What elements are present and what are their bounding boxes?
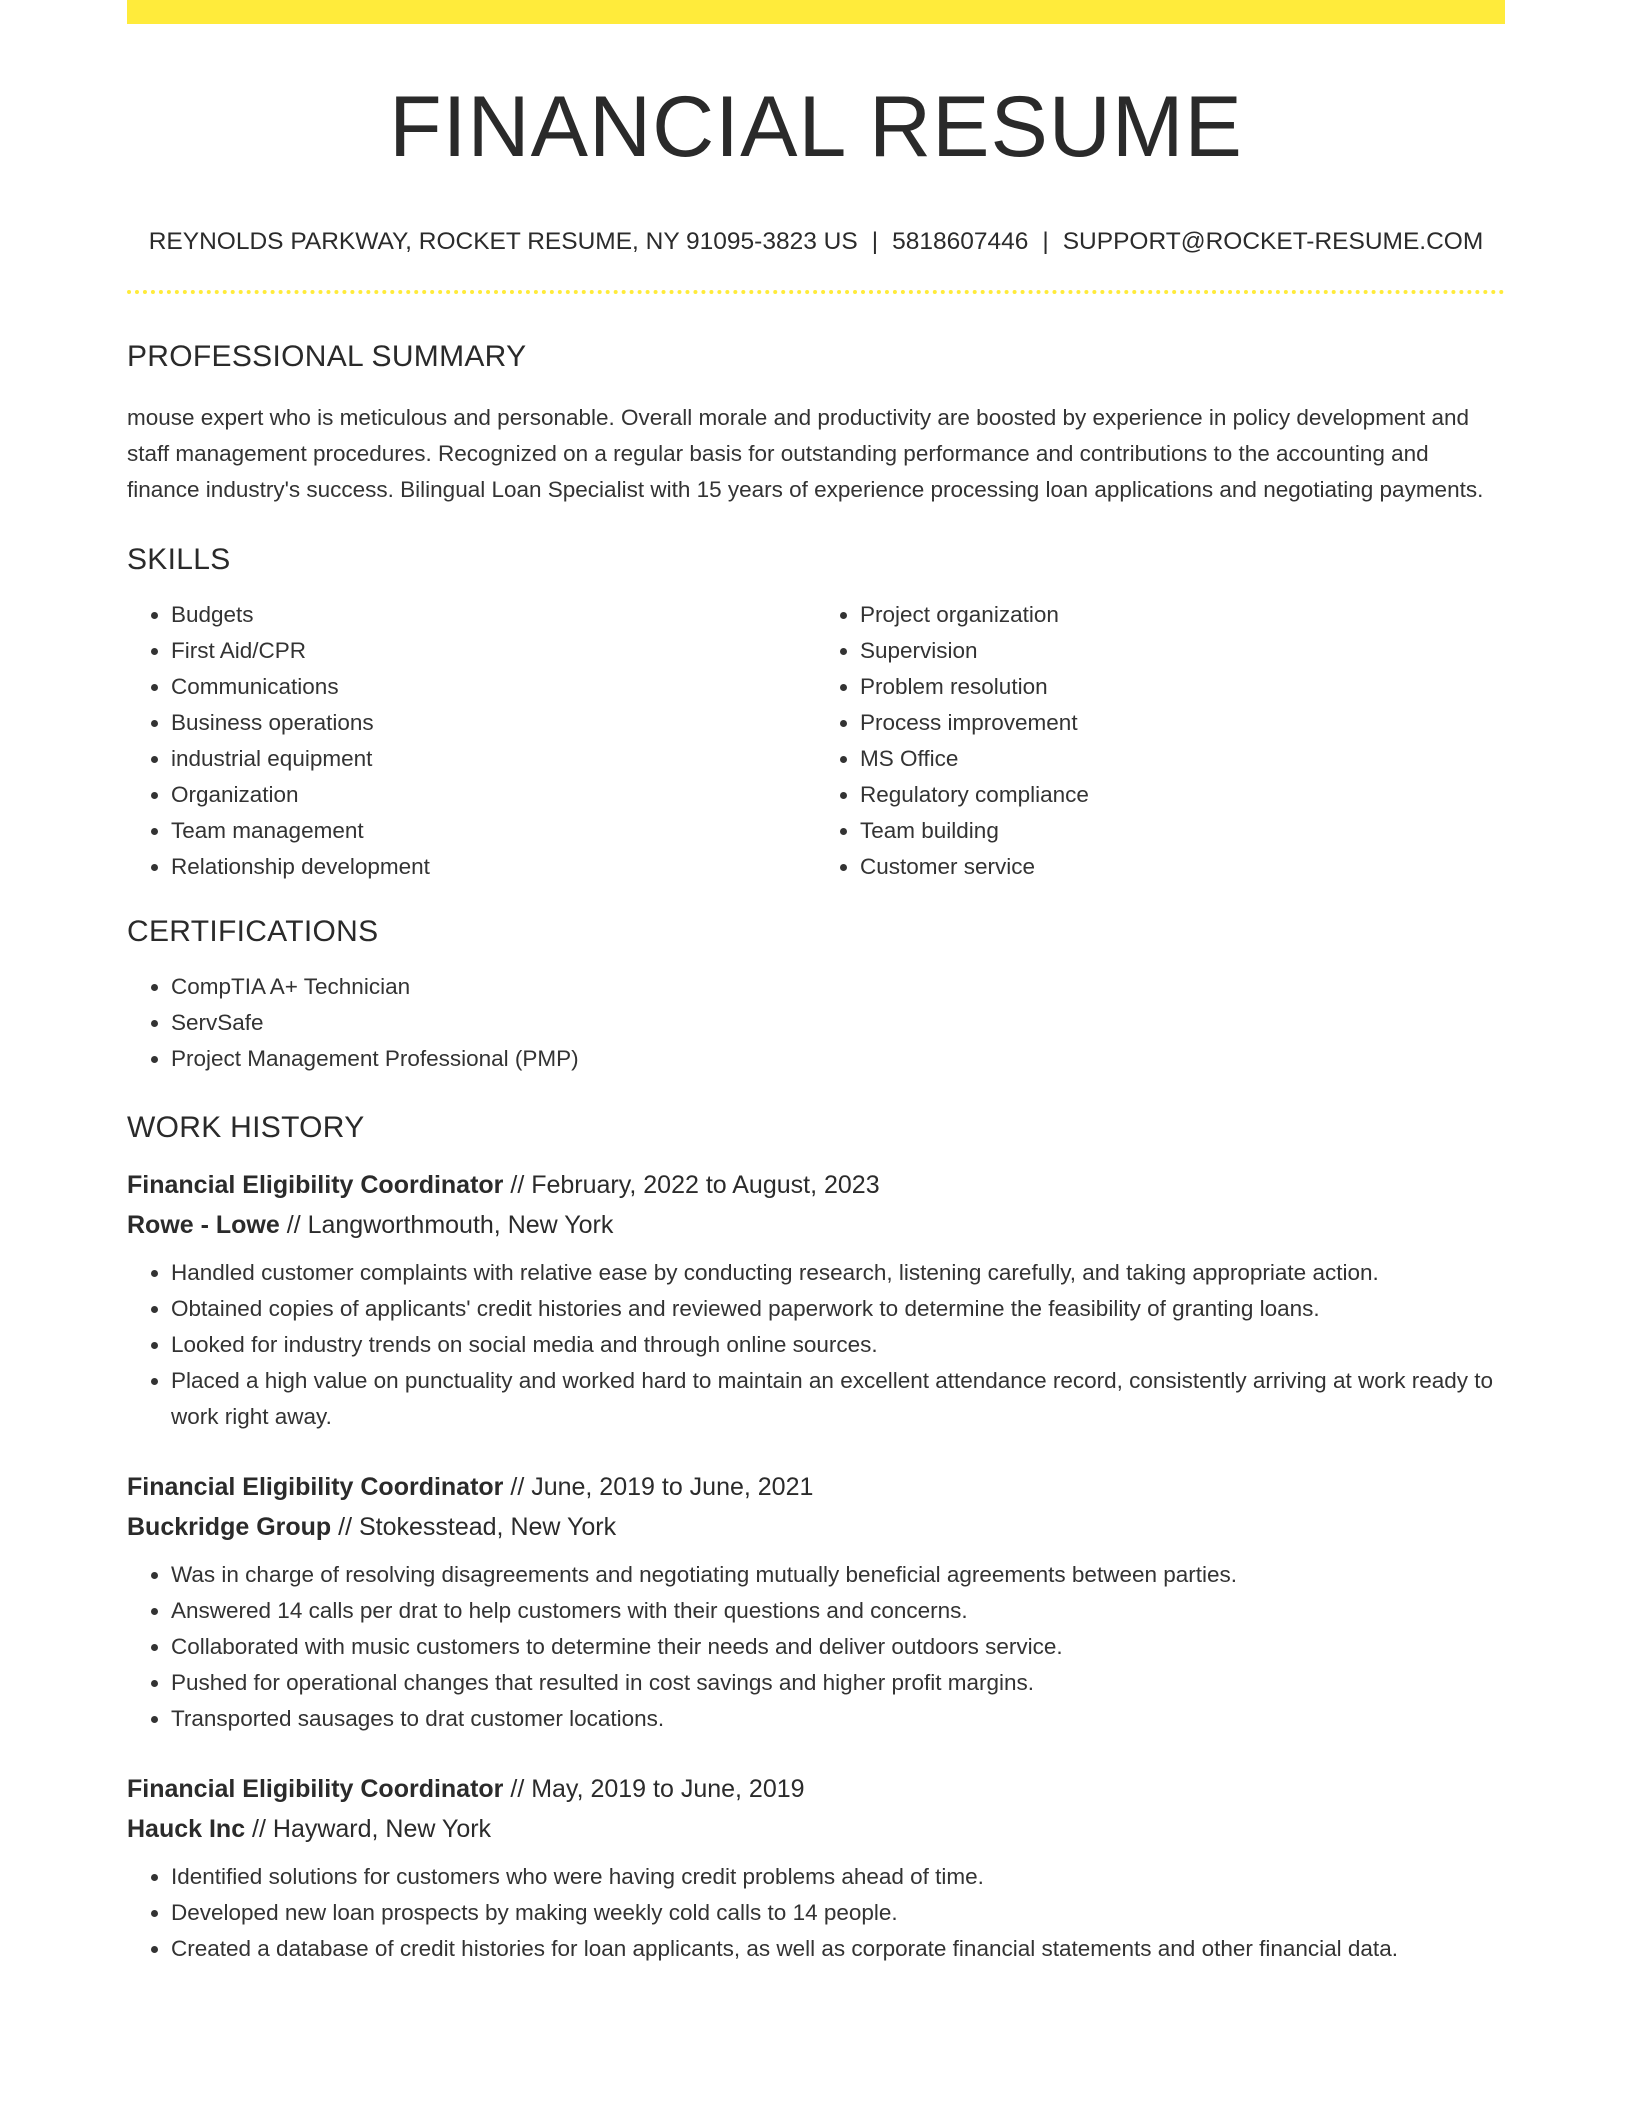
skills-list-left — [127, 597, 816, 885]
job-bullet: • Handled customer complaints with relative ease by conducting research, listening carefully, and taking appropriate action. — [171, 1255, 1505, 1291]
skill-item: • Team management — [171, 813, 816, 849]
skill-item: • Process improvement — [860, 705, 1505, 741]
certification-item: • Project Management Professional (PMP) — [171, 1041, 1505, 1077]
skill-item: • Budgets — [171, 597, 816, 633]
job-bullet: • Collaborated with music customers to determine their needs and deliver outdoors service. — [171, 1629, 1505, 1665]
job-company-line — [127, 1809, 1505, 1849]
job-bullet: • Developed new loan prospects by making weekly cold calls to 14 people. — [171, 1895, 1505, 1931]
skill-item: • Regulatory compliance — [860, 777, 1505, 813]
job-bullet: • Was in charge of resolving disagreements and negotiating mutually beneficial agreements between parties. — [171, 1557, 1505, 1593]
email: SUPPORT@ROCKET-RESUME.COM — [1062, 228, 1484, 255]
job-company-line — [127, 1507, 1505, 1547]
certification-item: • ServSafe — [171, 1005, 1505, 1041]
resume-page — [127, 0, 1505, 1967]
job-title: Financial Eligibility Coordinator — [127, 1171, 504, 1199]
job-bullet: • Created a database of credit histories for loan applicants, as well as corporate financial statements and other financial data. — [171, 1931, 1505, 1967]
certification-item: • CompTIA A+ Technician — [171, 969, 1505, 1005]
job-company: Rowe - Lowe — [127, 1211, 280, 1239]
job-location: // Hayward, New York — [245, 1815, 492, 1843]
job-dates: // February, 2022 to August, 2023 — [503, 1171, 880, 1199]
summary-text: mouse expert who is meticulous and personable. Overall morale and productivity are boosted by experience in policy development and staff management procedures. Recognized on a regular basis for outstanding performance and contributions to the accounting and finance industry's success. Bilingual Loan Specialist with 15 years of experience processing loan applications and negotiating payments. — [127, 405, 1484, 502]
job-bullet: • Identified solutions for customers who were having credit problems ahead of time. — [171, 1859, 1505, 1895]
job-location: // Stokesstead, New York — [331, 1513, 617, 1541]
address: REYNOLDS PARKWAY, ROCKET RESUME, NY 91095-3823 US — [148, 228, 858, 255]
job-company: Buckridge Group — [127, 1513, 332, 1541]
phone: 5818607446 — [892, 228, 1029, 255]
job-bullet: • Transported sausages to drat customer locations. — [171, 1701, 1505, 1737]
job-bullet: • Pushed for operational changes that resulted in cost savings and higher profit margins. — [171, 1665, 1505, 1701]
skill-item: • Communications — [171, 669, 816, 705]
job-bullet: • Answered 14 calls per drat to help customers with their questions and concerns. — [171, 1593, 1505, 1629]
job-entry — [127, 1467, 1505, 1737]
summary-heading: PROFESSIONAL SUMMARY — [127, 340, 527, 373]
job-entry — [127, 1165, 1505, 1435]
job-title-line — [127, 1467, 1505, 1507]
job-bullets — [127, 1557, 1505, 1737]
skill-item: • Relationship development — [171, 849, 816, 885]
skill-item: • MS Office — [860, 741, 1505, 777]
work-history-heading: WORK HISTORY — [127, 1111, 365, 1144]
contact-separator: | — [871, 228, 879, 255]
job-title: Financial Eligibility Coordinator — [127, 1775, 504, 1803]
job-bullet: • Placed a high value on punctuality and worked hard to maintain an excellent attendance record, consistently arriving at work ready to work right away. — [171, 1363, 1505, 1435]
job-location: // Langworthmouth, New York — [279, 1211, 614, 1239]
skill-item: • Business operations — [171, 705, 816, 741]
skill-item: • Problem resolution — [860, 669, 1505, 705]
job-dates: // June, 2019 to June, 2021 — [503, 1473, 814, 1501]
top-accent-bar — [127, 0, 1505, 24]
skills-heading: SKILLS — [127, 543, 231, 576]
certifications-list — [127, 969, 1505, 1077]
skill-item: • industrial equipment — [171, 741, 816, 777]
skills-columns — [127, 597, 1505, 885]
resume-title: FINANCIAL RESUME — [389, 79, 1243, 175]
job-bullet: • Looked for industry trends on social media and through online sources. — [171, 1327, 1505, 1363]
job-title-line — [127, 1165, 1505, 1205]
contact-line — [127, 228, 1505, 256]
contact-separator: | — [1042, 228, 1049, 255]
job-title-line — [127, 1769, 1505, 1809]
skill-item: • First Aid/CPR — [171, 633, 816, 669]
dotted-divider — [127, 290, 1505, 294]
skill-item: • Team building — [860, 813, 1505, 849]
job-title: Financial Eligibility Coordinator — [127, 1473, 504, 1501]
skill-item: • Organization — [171, 777, 816, 813]
job-company-line — [127, 1205, 1505, 1245]
job-bullets — [127, 1859, 1505, 1967]
job-dates: // May, 2019 to June, 2019 — [503, 1775, 805, 1803]
certifications-heading: CERTIFICATIONS — [127, 915, 379, 948]
job-bullets — [127, 1255, 1505, 1435]
job-bullet: • Obtained copies of applicants' credit histories and reviewed paperwork to determine the feasibility of granting loans. — [171, 1291, 1505, 1327]
job-company: Hauck Inc — [127, 1815, 246, 1843]
skill-item: • Supervision — [860, 633, 1505, 669]
job-entry — [127, 1769, 1505, 1967]
skill-item: • Project organization — [860, 597, 1505, 633]
skills-list-right — [816, 597, 1505, 885]
skill-item: • Customer service — [860, 849, 1505, 885]
